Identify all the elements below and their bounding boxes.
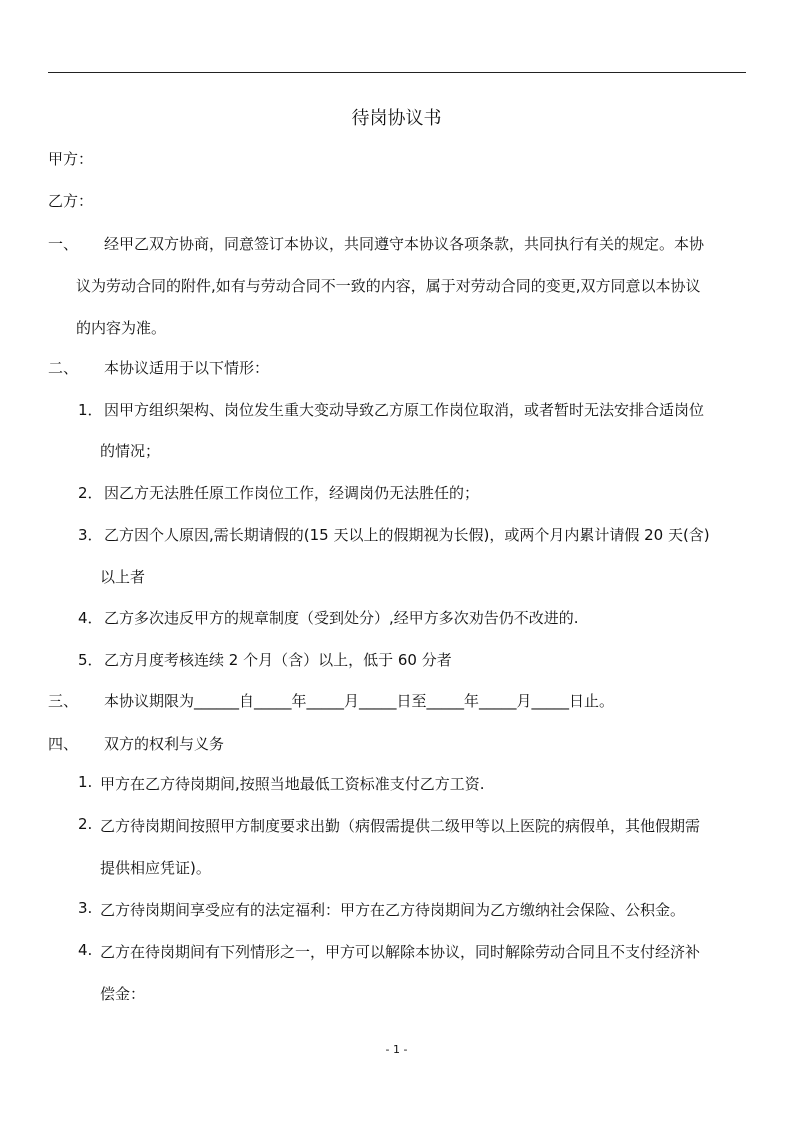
s4-item-3-number: 3.: [78, 899, 93, 917]
party-a-label: 甲方：: [48, 150, 94, 168]
section-3-text: 本协议期限为______自_____年_____月_____日至_____年_____月_____日止。: [104, 692, 615, 710]
header-rule: [48, 72, 746, 73]
section-4-heading: 双方的权利与义务: [104, 735, 225, 753]
section-4-number: 四、: [48, 735, 79, 753]
s2-item-4-number: 4．: [78, 609, 103, 627]
party-b-label: 乙方：: [48, 192, 94, 210]
s4-item-3-line-1: 乙方待岗期间享受应有的法定福利：甲方在乙方待岗期间为乙方缴纳社会保险、公积金。: [100, 901, 686, 919]
s2-item-1-line-2: 的情况；: [100, 442, 161, 460]
s4-item-4-line-2: 偿金：: [100, 985, 146, 1003]
s4-item-2-line-2: 提供相应凭证)。: [100, 859, 211, 877]
s2-item-3-number: 3．: [78, 526, 103, 544]
s4-item-1-number: 1.: [78, 773, 93, 791]
s2-item-2-line-1: 因乙方无法胜任原工作岗位工作，经调岗仍无法胜任的；: [104, 484, 480, 502]
s4-item-2-number: 2.: [78, 815, 93, 833]
s4-item-1-line-1: 甲方在乙方待岗期间,按照当地最低工资标准支付乙方工资.: [100, 775, 485, 793]
section-1-line-2: 议为劳动合同的附件,如有与劳动合同不一致的内容，属于对劳动合同的变更,双方同意以本协议: [76, 277, 701, 295]
section-1-line-3: 的内容为准。: [76, 319, 167, 337]
s2-item-3-line-1: 乙方因个人原因,需长期请假的(15 天以上的假期视为长假)，或两个月内累计请假 20 天(含): [104, 526, 710, 544]
s2-item-5-line-1: 乙方月度考核连续 2 个月（含）以上，低于 60 分者: [104, 651, 452, 669]
s2-item-1-number: 1．: [78, 401, 103, 419]
s4-item-4-line-1: 乙方在待岗期间有下列情形之一，甲方可以解除本协议，同时解除劳动合同且不支付经济补: [100, 943, 701, 961]
s2-item-3-line-2: 以上者: [100, 568, 146, 586]
section-2-heading: 本协议适用于以下情形：: [104, 359, 270, 377]
s2-item-5-number: 5．: [78, 651, 103, 669]
section-2-number: 二、: [48, 359, 79, 377]
s2-item-1-line-1: 因甲方组织架构、岗位发生重大变动导致乙方原工作岗位取消，或者暂时无法安排合适岗位: [104, 401, 705, 419]
section-1-line-1: 经甲乙双方协商，同意签订本协议，共同遵守本协议各项条款，共同执行有关的规定。本协: [104, 235, 705, 253]
page-number: - 1 -: [385, 1043, 408, 1056]
section-1-number: 一、: [48, 235, 79, 253]
section-3-number: 三、: [48, 692, 79, 710]
s2-item-4-line-1: 乙方多次违反甲方的规章制度（受到处分）,经甲方多次劝告仍不改进的.: [104, 609, 579, 627]
document-title: 待岗协议书: [351, 108, 442, 129]
s2-item-2-number: 2．: [78, 484, 103, 502]
s4-item-4-number: 4.: [78, 941, 93, 959]
s4-item-2-line-1: 乙方待岗期间按照甲方制度要求出勤（病假需提供二级甲等以上医院的病假单，其他假期需: [100, 817, 701, 835]
